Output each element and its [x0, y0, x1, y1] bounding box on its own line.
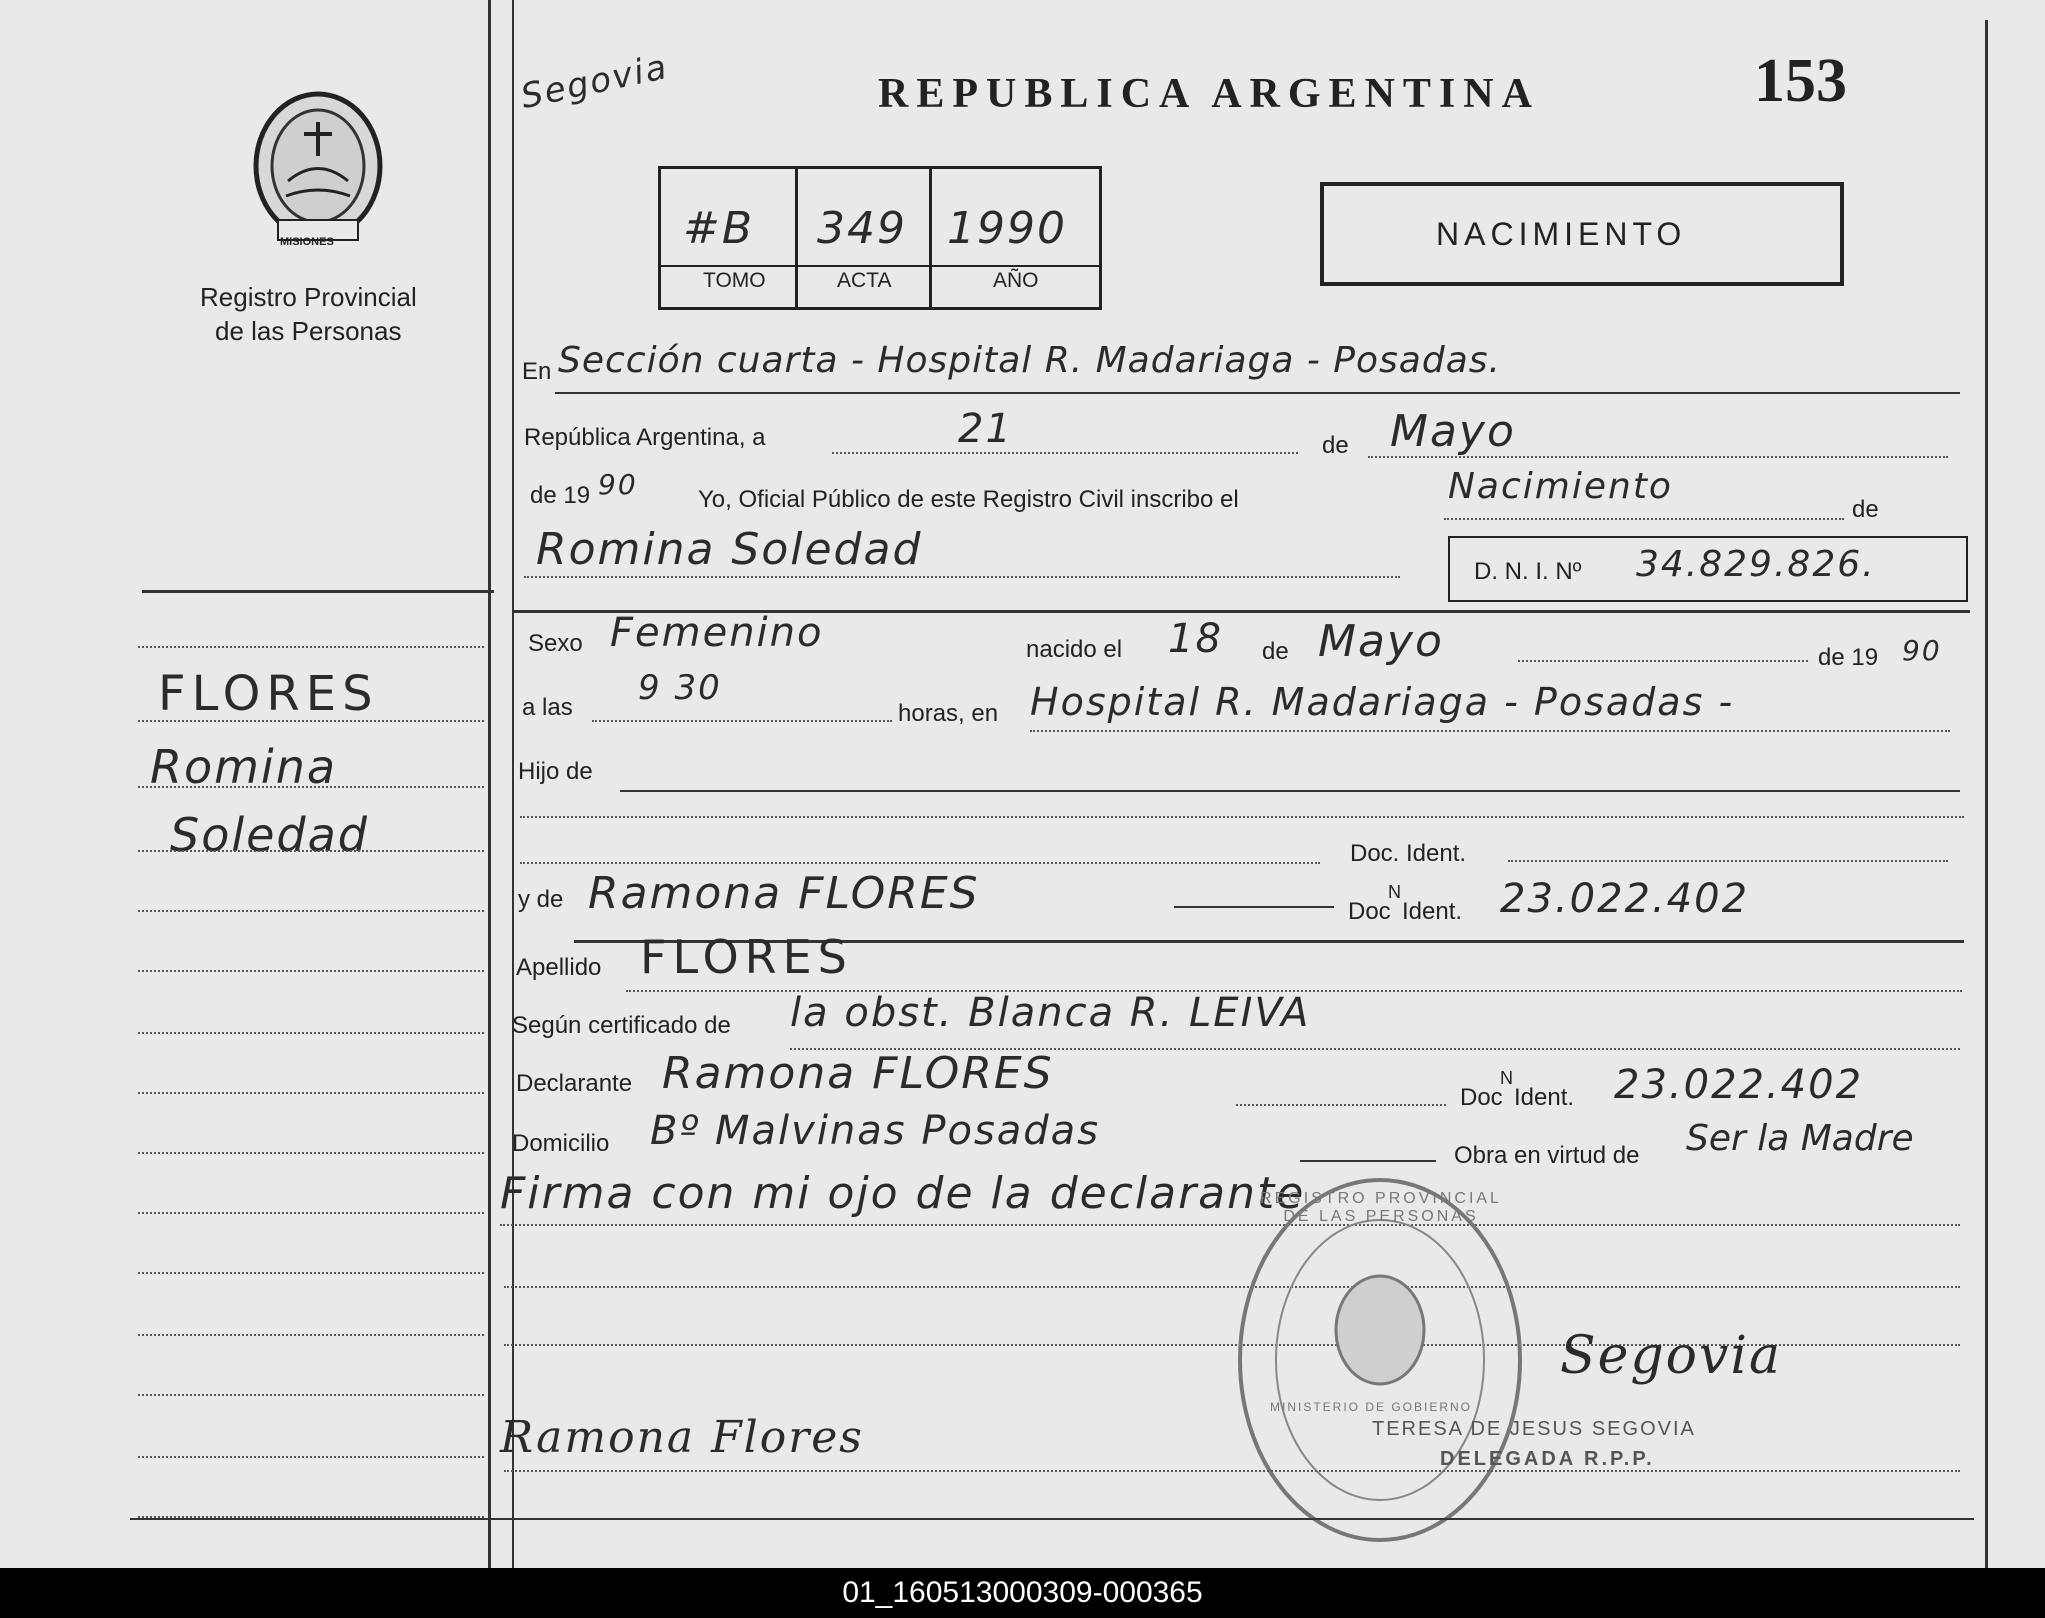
sexo-value: Femenino	[610, 610, 824, 656]
de-label: de	[1322, 432, 1349, 459]
left-column-divider	[488, 0, 491, 1568]
anio-label: AÑO	[993, 269, 1039, 292]
seal-label: MISIONES	[280, 236, 334, 248]
act-type-label: NACIMIENTO	[1436, 216, 1687, 252]
doc-superscript-3: N	[1500, 1068, 1513, 1088]
right-border	[1985, 20, 1988, 1568]
yde-label: y de	[518, 886, 564, 913]
apellido-value: FLORES	[640, 930, 853, 984]
birth-place: Hospital R. Madariaga - Posadas -	[1030, 680, 1735, 724]
registry-name-line1: Registro Provincial	[200, 282, 417, 312]
stamp-text: REGISTRO PROVINCIAL DE LAS PERSONAS	[1260, 1190, 1502, 1225]
apellido-label: Apellido	[516, 954, 602, 981]
de-year-label-2: de 19	[1818, 644, 1879, 671]
dni-value: 34.829.826.	[1636, 544, 1876, 585]
handwritten-note: Segovia	[517, 46, 672, 118]
year-suffix: 90	[598, 468, 638, 501]
form-left-border	[512, 0, 514, 1568]
birth-year-suffix: 90	[1902, 634, 1942, 667]
tomo-label: TOMO	[703, 269, 766, 292]
official-stamp-icon	[1230, 1170, 1530, 1550]
doc-label-2: Doc	[1348, 898, 1391, 925]
birth-month: Mayo	[1318, 616, 1444, 667]
en-value: Sección cuarta - Hospital R. Madariaga - Posadas.	[558, 340, 1501, 381]
domicilio-label: Domicilio	[512, 1130, 610, 1157]
declarante-label: Declarante	[516, 1070, 633, 1097]
day-value: 21	[958, 406, 1013, 452]
republica-label: República Argentina, a	[524, 424, 766, 451]
document-title: REPUBLICA ARGENTINA	[878, 71, 1540, 117]
official-title: DELEGADA R.P.P.	[1440, 1448, 1655, 1470]
segun-value: la obst. Blanca R. LEIVA	[790, 990, 1311, 1036]
ident-label-3: Ident.	[1514, 1084, 1575, 1111]
page-number: 153	[1754, 47, 1847, 115]
misiones-seal-icon	[248, 86, 388, 252]
month-value: Mayo	[1390, 406, 1516, 457]
mother-name: Ramona FLORES	[588, 868, 980, 919]
record-number-box	[658, 166, 1102, 310]
declarante-value: Ramona FLORES	[662, 1048, 1054, 1099]
alas-label: a las	[522, 694, 573, 721]
yo-label: Yo, Oficial Público de este Registro Civil inscribo el	[698, 486, 1239, 513]
obra-label: Obra en virtud de	[1454, 1142, 1640, 1169]
signature-right: Segovia	[1560, 1326, 1782, 1386]
acta-value: 349	[817, 203, 907, 254]
hijo-label: Hijo de	[518, 758, 593, 785]
declarante-doc: 23.022.402	[1614, 1062, 1864, 1108]
signature-left: Ramona Flores	[500, 1412, 864, 1463]
registry-name-line2: de las Personas	[215, 316, 402, 346]
margin-name1: Romina	[150, 740, 338, 794]
dni-label: D. N. I. Nº	[1474, 558, 1582, 585]
obra-value: Ser la Madre	[1686, 1118, 1914, 1159]
domicilio-value: Bº Malvinas Posadas	[650, 1108, 1101, 1154]
anio-value: 1990	[947, 203, 1067, 254]
acta-label: ACTA	[837, 269, 892, 292]
birth-time: 9 30	[638, 668, 722, 708]
mother-doc: 23.022.402	[1500, 876, 1750, 922]
act-type-box	[1320, 182, 1844, 286]
dni-box	[1448, 536, 1968, 602]
ident-label-2: Ident.	[1402, 898, 1463, 925]
file-id-footer: 01_160513000309-000365	[0, 1568, 2045, 1618]
de-year-label: de 19	[530, 482, 591, 509]
person-name: Romina Soledad	[536, 524, 923, 575]
nacido-label: nacido el	[1026, 636, 1123, 663]
observation-note: Firma con mi ojo de la declarante	[500, 1168, 1306, 1219]
birth-day: 18	[1168, 616, 1223, 662]
doc-superscript-2: N	[1388, 882, 1401, 902]
de-label-3: de	[1262, 638, 1289, 665]
sexo-label: Sexo	[528, 630, 583, 657]
inscribe-value: Nacimiento	[1448, 466, 1673, 507]
margin-top-rule	[142, 590, 494, 593]
margin-name2: Soledad	[170, 808, 370, 862]
doc-ident-label: Doc. Ident.	[1350, 840, 1467, 867]
official-name: TERESA DE JESUS SEGOVIA	[1372, 1418, 1696, 1440]
en-label: En	[522, 358, 552, 385]
de-label-2: de	[1852, 496, 1879, 523]
segun-label: Según certificado de	[512, 1012, 731, 1039]
horas-label: horas, en	[898, 700, 999, 727]
tomo-value: #B	[683, 203, 755, 254]
margin-surname: FLORES	[158, 666, 379, 722]
doc-label-3: Doc	[1460, 1084, 1503, 1111]
stamp-subtext: MINISTERIO DE GOBIERNO	[1270, 1400, 1473, 1414]
